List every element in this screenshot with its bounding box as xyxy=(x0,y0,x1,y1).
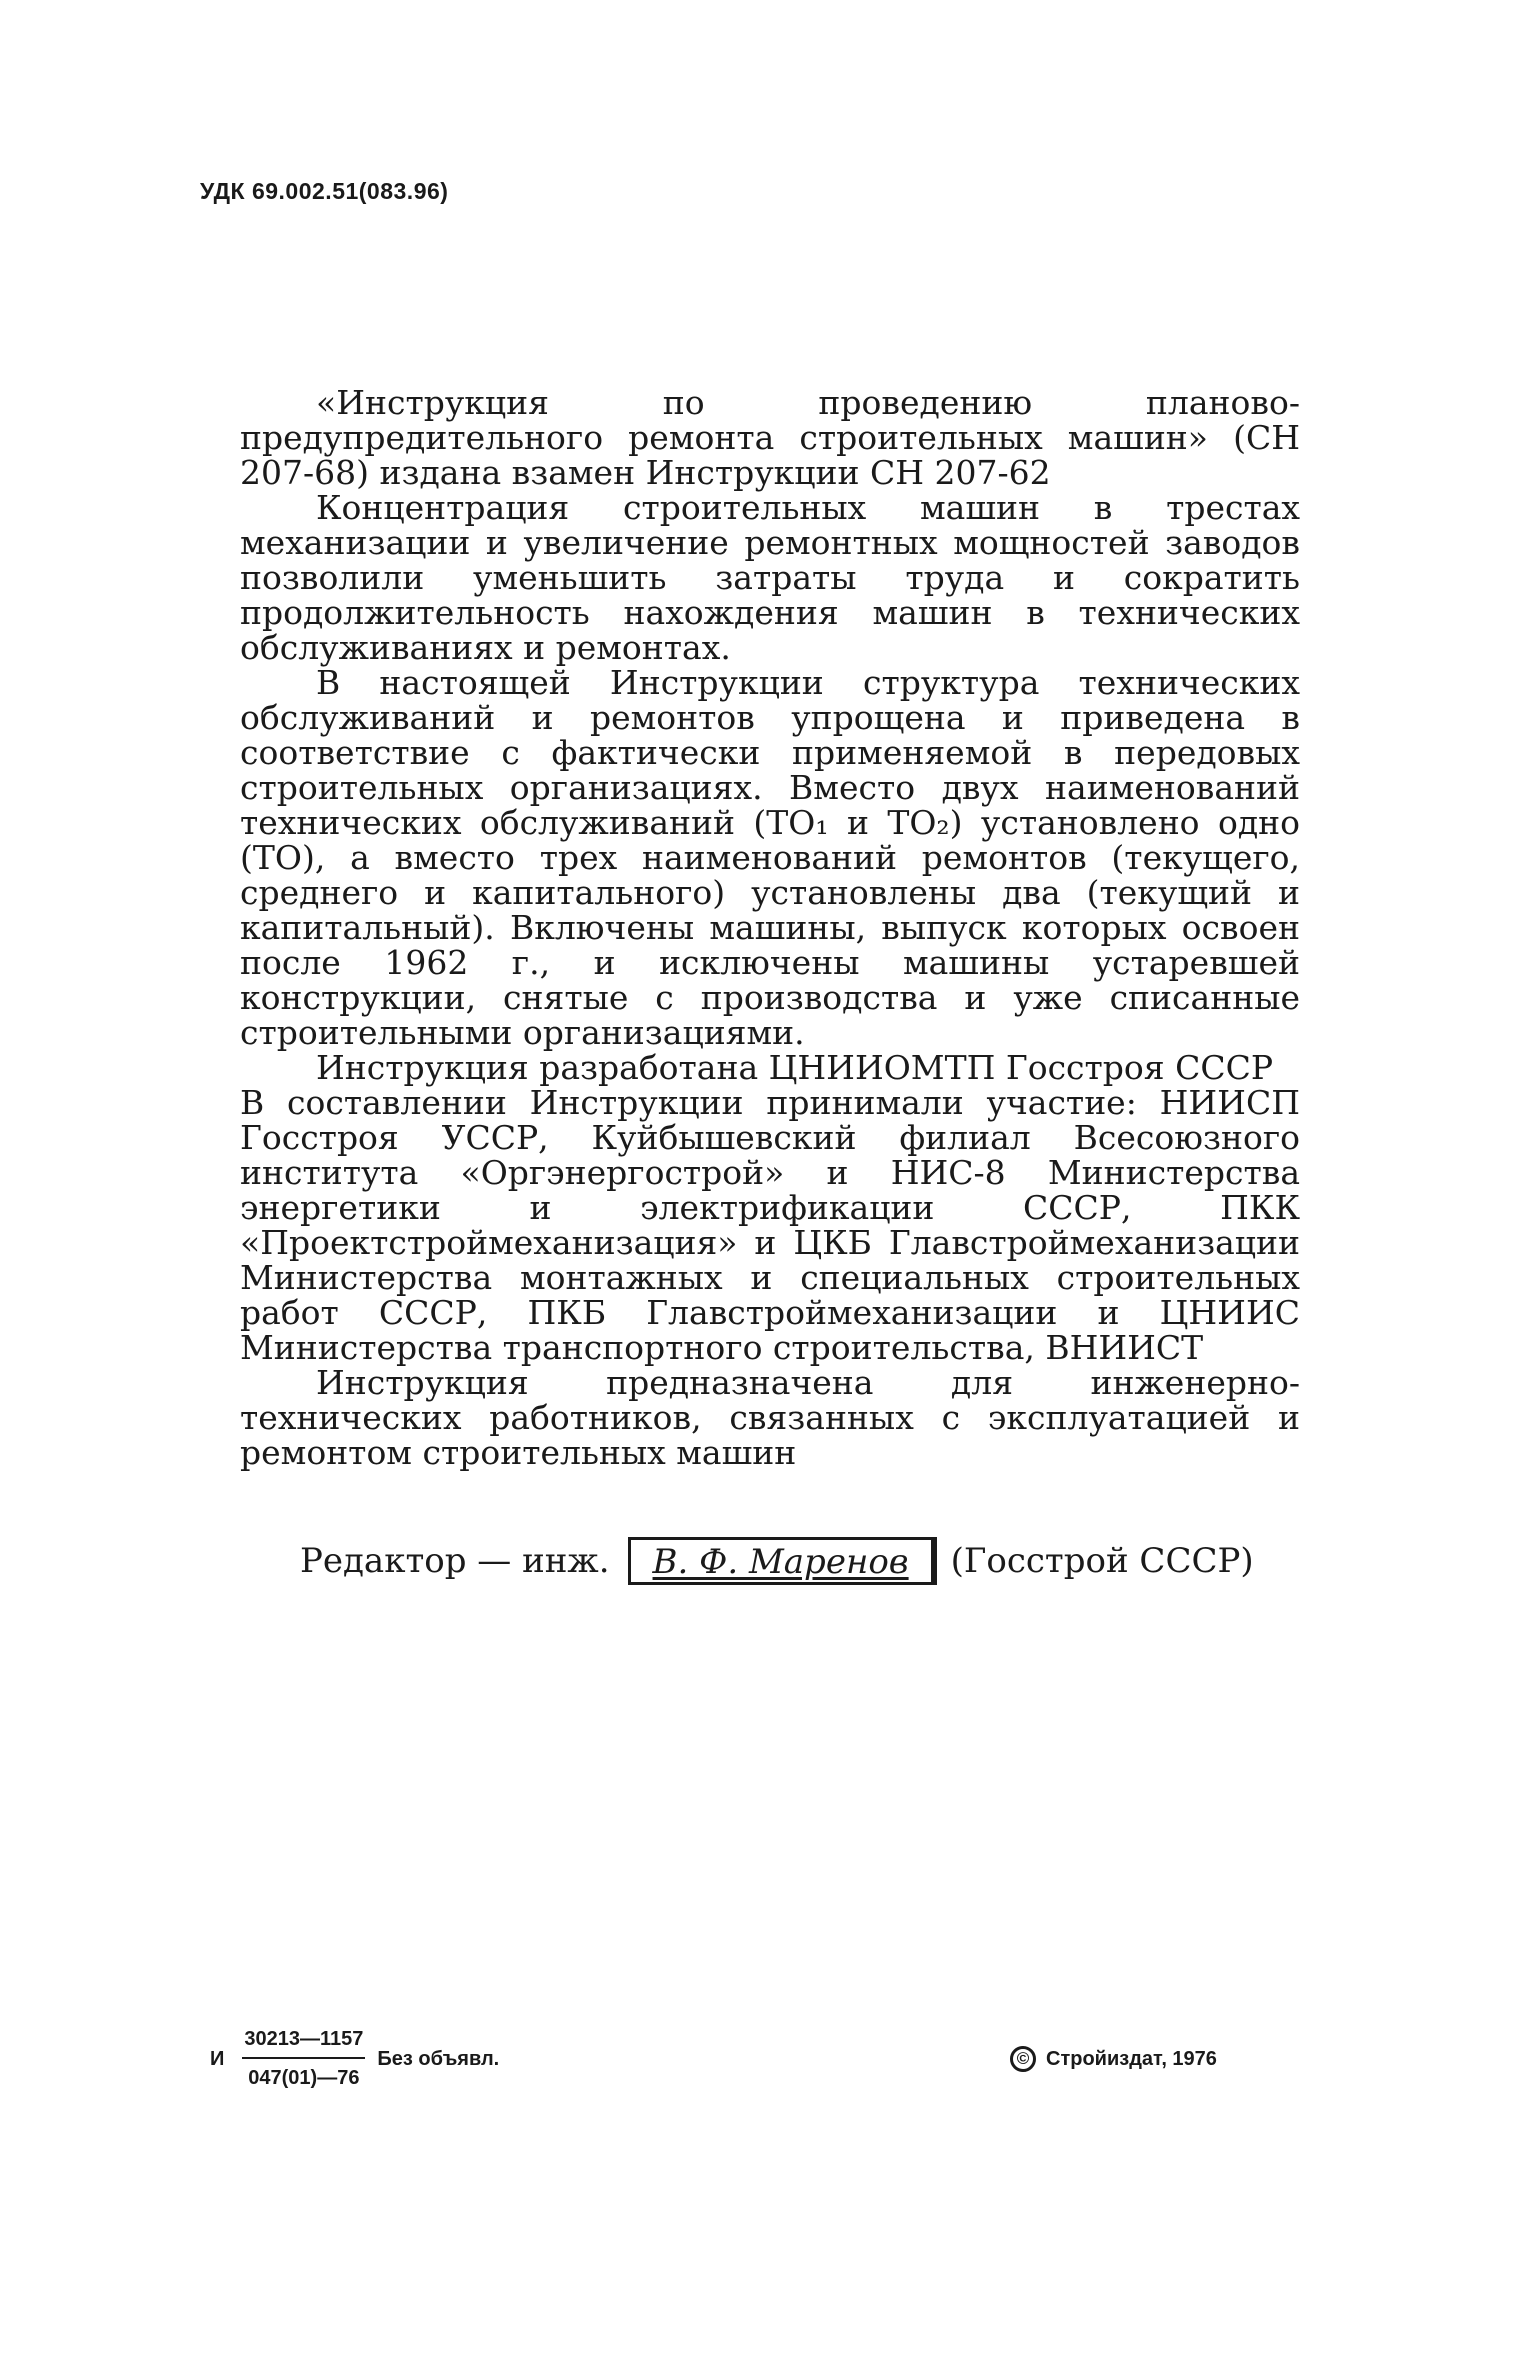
announcement-note: Без объявл. xyxy=(377,2047,500,2070)
editor-organization: (Госстрой СССР) xyxy=(950,1541,1254,1581)
paragraph-intro: «Инструкция по проведению планово-предупредительного ремонта строительных машин» (СН 207-68) издана взамен Инструкции СН 207-62 xyxy=(240,383,1300,492)
index-fraction xyxy=(242,2028,365,2090)
paragraph-structure: В настоящей Инструкции структура технических обслуживаний и ремонтов упрощена и приведена в соответствие с фактически применяемой в передовых строительных организациях. Вместо двух наименований технических обслуживаний (ТО₁ и ТО₂) установлено одно (ТО), а вместо трех наименований ремонтов (текущего, среднего и капитального) установлены два (текущий и капитальный). Включены машины, выпуск которых освоен после 1962 г., и исключены машины устаревшей конструкции, снятые с производства и уже списанные строительными организациями. xyxy=(240,663,1300,1052)
editor-label: Редактор — инж. xyxy=(300,1541,610,1581)
paragraph-purpose: Инструкция предназначена для инженерно-технических работников, связанных с эксплуатацией и ремонтом строительных машин xyxy=(240,1363,1300,1472)
index-letter: И xyxy=(210,2047,225,2070)
udk-code: УДК 69.002.51(083.96) xyxy=(200,178,449,204)
publisher-year: Стройиздат, 1976 xyxy=(1046,2047,1217,2070)
publication-index xyxy=(210,2028,499,2090)
index-denominator: 047(01)—76 xyxy=(248,2067,360,2089)
copyright-line xyxy=(1010,2046,1217,2072)
editor-name: В. Ф. Маренов xyxy=(652,1542,909,1582)
copyright-icon: © xyxy=(1010,2046,1036,2072)
editor-credit xyxy=(300,1537,1254,1585)
paragraph-concentration: Концентрация строительных машин в трестах механизации и увеличение ремонтных мощностей заводов позволили уменьшить затраты труда и сократить продолжительность нахождения машин в технических обслуживаниях и ремонтах. xyxy=(240,488,1300,667)
document-body xyxy=(240,385,1300,1470)
paragraph-developer: Инструкция разработана ЦНИИОМТП Госстроя СССР xyxy=(316,1048,1274,1087)
index-numerator: 30213—1157 xyxy=(242,2028,365,2059)
editor-name-box xyxy=(628,1537,937,1585)
paragraph-participants: В составлении Инструкции принимали участие: НИИСП Госстроя УССР, Куйбышевский филиал Всесоюзного института «Оргэнергострой» и НИС-8 Министерства энергетики и электрификации СССР, ПКК «Проектстроймеханизация» и ЦКБ Главстроймеханизации Министерства монтажных и специальных строительных работ СССР, ПКБ Главстроймеханизации и ЦНИИС Министерства транспортного строительства, ВНИИСТ xyxy=(240,1083,1300,1367)
